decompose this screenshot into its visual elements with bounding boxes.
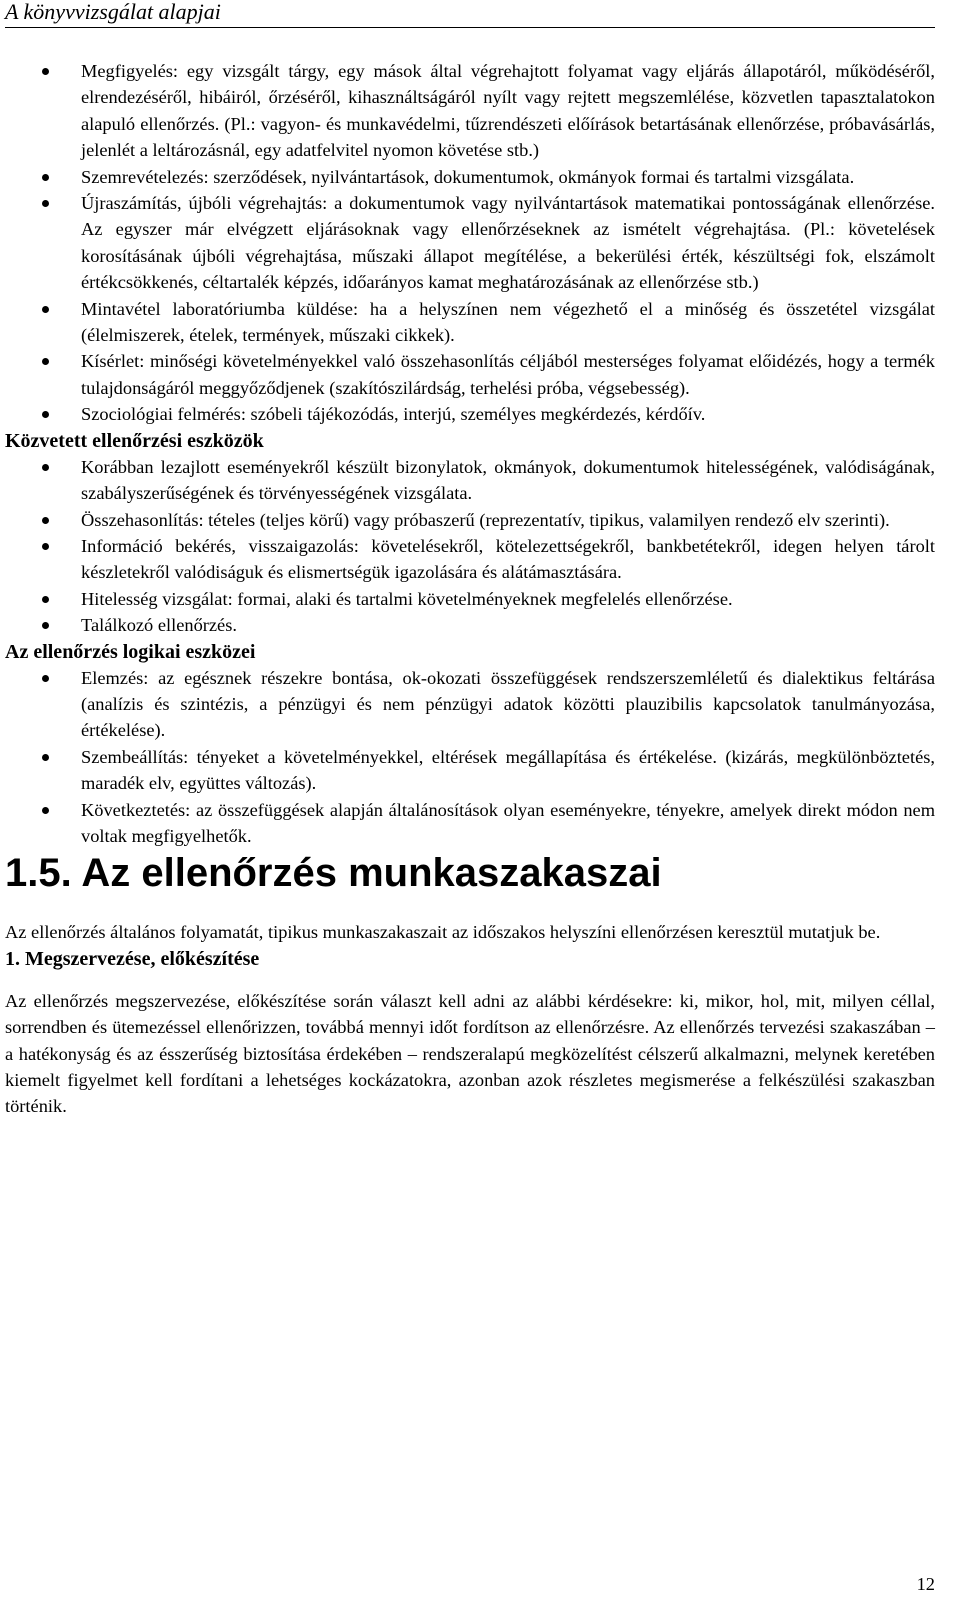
list-item-text: Információ bekérés, visszaigazolás: követelésekről, kötelezettségekről, bankbetétekről, idegen helyen tárolt készletekről valódiságuk és elismertségük igazolására és alátámasztására. [81, 535, 935, 583]
logical-section-heading: Az ellenőrzés logikai eszközei [5, 640, 256, 663]
bullet-icon [42, 358, 49, 365]
bullet-icon [42, 306, 49, 313]
list-item [5, 744, 935, 797]
list-item-text: Korábban lezajlott eseményekről készült bizonylatok, okmányok, dokumentumok hitelességének, valódiságának, szabályszerűségének és törvényességének vizsgálata. [81, 456, 935, 504]
list-item-text: Szemrevételezés: szerződések, nyilvántartások, dokumentumok, okmányok formai és tartalmi vizsgálata. [81, 166, 855, 187]
list-item [5, 190, 935, 296]
logical-methods-list [5, 665, 935, 850]
list-item [5, 797, 935, 850]
bullet-icon [42, 200, 49, 207]
list-item [5, 586, 935, 612]
bullet-icon [42, 543, 49, 550]
indirect-section-heading: Közvetett ellenőrzési eszközök [5, 429, 264, 452]
subsection-heading: 1. Megszervezése, előkészítése [5, 947, 260, 970]
bullet-icon [42, 596, 49, 603]
list-item-text: Mintavétel laboratóriumba küldése: ha a helyszínen nem végezhető el a minőség és összetétel vizsgálat (élelmiszerek, ételek, termények, műszaki cikkek). [81, 298, 935, 346]
list-item [5, 533, 935, 586]
subsection-paragraph: Az ellenőrzés megszervezése, előkészítése során választ kell adni az alábbi kérdésekre: ki, mikor, hol, mit, milyen céllal, sorrendben és ütemezéssel ellenőrizzen, továbbá mennyi időt fordítson az ellenőrzésre. Az ellenőrzés tervezési szakaszában – a hatékonyság és az ésszerűség biztosítása érdekében – rendszeralapú megközelítést célszerű alkalmazni, melynek keretében kiemelt figyelmet kell fordítani a lehetséges kockázatokra, azonban azok részletes megismerése a felkészülési szakaszban történik. [5, 990, 935, 1117]
bullet-icon [42, 174, 49, 181]
list-item [5, 296, 935, 349]
bullet-icon [42, 68, 49, 75]
list-item-text: Összehasonlítás: tételes (teljes körű) vagy próbaszerű (reprezentatív, tipikus, valamilyen rendező elv szerinti). [81, 509, 890, 530]
bullet-icon [42, 517, 49, 524]
list-item [5, 58, 935, 164]
list-item [5, 401, 935, 427]
bullet-icon [42, 411, 49, 418]
bullet-icon [42, 622, 49, 629]
page-number: 12 [916, 1574, 935, 1594]
list-item-text: Következtetés: az összefüggések alapján általánosítások olyan eseményekre, tényekre, amelyek direkt módon nem voltak megfigyelhetők. [81, 799, 935, 846]
list-item-text: Szembeállítás: tényeket a követelményekkel, eltérések megállapítása és értékelése. (kizárás, megkülönböztetés, maradék elv, együttes változás). [81, 746, 935, 794]
chapter-heading: 1.5. Az ellenőrzés munkaszakaszai [5, 851, 662, 896]
list-item-text: Megfigyelés: egy vizsgált tárgy, egy mások által végrehajtott folyamat vagy eljárás állapotáról, működéséről, elrendezéséről, hibáiról, őrzéséről, kihasználtságáról nyílt vagy rejtett megszemlélése, közvetlen tapasztalatokon alapuló ellenőrzés. (Pl.: vagyon- és munkavédelmi, tűzrendészeti előírások betartásának ellenőrzése, próbavásárlás, jelenlét a leltározásnál, egy adatfelvitel nyomon követése stb.) [81, 61, 935, 161]
list-item-text: Elemzés: az egésznek részekre bontása, ok-okozati összefüggések rendszerszemléletű és dialektikus feltárása (analízis és szintézis, a pénzügyi és nem pénzügyi adatok közötti plauzibilis kapcsolatok tanulmányozása, értékelése). [81, 667, 935, 741]
indirect-methods-list [5, 454, 935, 639]
list-item [5, 348, 935, 401]
list-item-text: Kísérlet: minőségi követelményekkel való összehasonlítás céljából mesterséges folyamat előidézés, hogy a termék tulajdonságáról meggyőződjenek (szakítószilárdság, terhelési próba, végsebesség). [81, 351, 935, 398]
direct-methods-list [5, 58, 935, 428]
list-item-text: Szociológiai felmérés: szóbeli tájékozódás, interjú, személyes megkérdezés, kérdőív. [81, 404, 706, 425]
bullet-icon [42, 754, 49, 761]
running-header: A könyvvizsgálat alapjai [5, 0, 935, 28]
bullet-icon [42, 807, 49, 814]
list-item [5, 454, 935, 507]
bullet-icon [42, 675, 49, 682]
list-item-text: Találkozó ellenőrzés. [81, 615, 237, 636]
list-item-text: Újraszámítás, újbóli végrehajtás: a dokumentumok vagy nyilvántartások matematikai pontosságának ellenőrzése. Az egyszer már elvégzett eljárásoknak vagy ellenőrzéseknek az ismételt végrehajtása. (Pl.: követelések korosításának újbóli végrehajtása, műszaki állapot megítélése, a bekerülési érték, készültségi fok, elszámolt értékcsökkenés, céltartalék képzés, időarányos kamat meghatározásának az ellenőrzése stb.) [81, 193, 935, 293]
list-item [5, 612, 935, 638]
list-item-text: Hitelesség vizsgálat: formai, alaki és tartalmi követelményeknek megfelelés ellenőrzése. [81, 588, 733, 609]
bullet-icon [42, 464, 49, 471]
list-item [5, 665, 935, 744]
list-item [5, 507, 935, 533]
list-item [5, 164, 935, 190]
chapter-intro: Az ellenőrzés általános folyamatát, tipikus munkaszakaszait az időszakos helyszíni ellenőrzésen keresztül mutatjuk be. [5, 922, 881, 943]
